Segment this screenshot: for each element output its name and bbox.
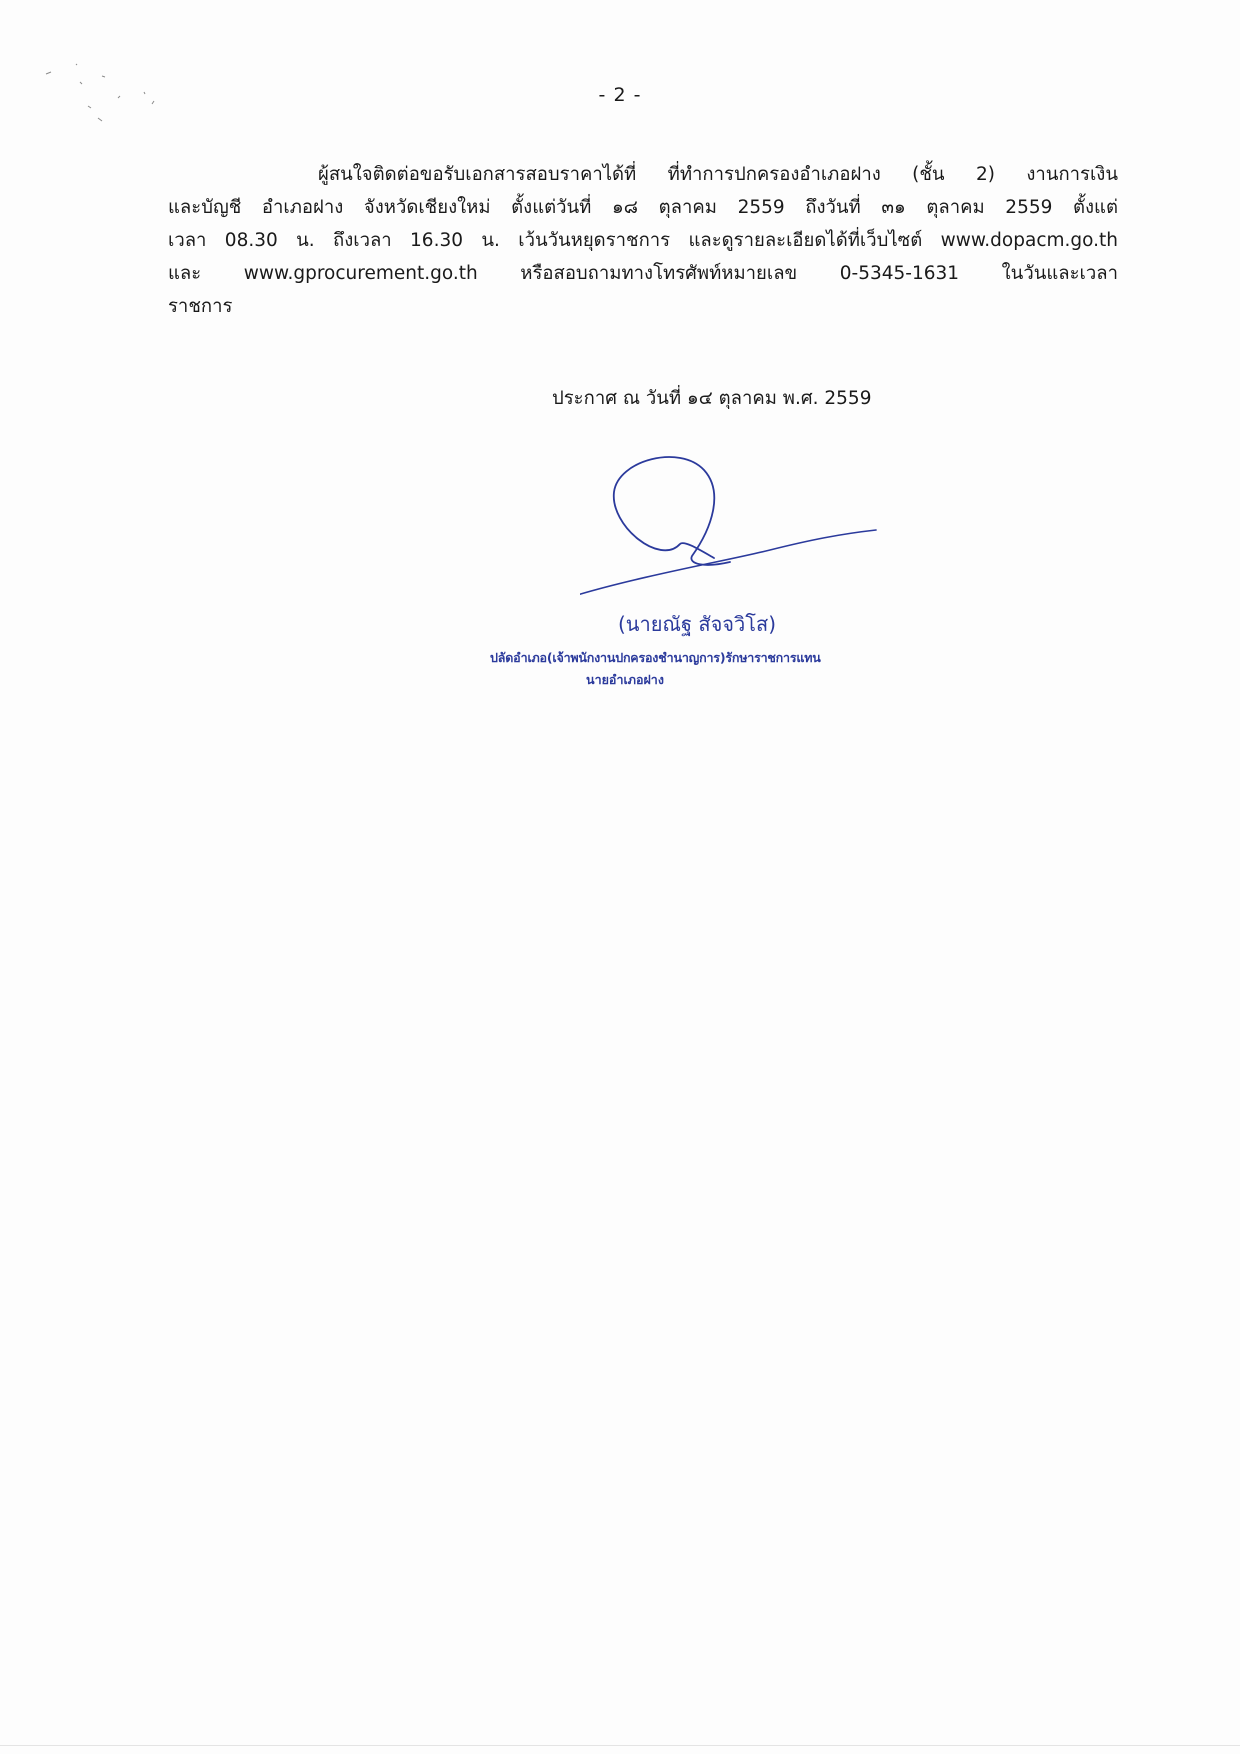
body-line: และ www.gprocurement.go.th หรือสอบถามทางโทรศัพท์หมายเลข 0-5345-1631 ในวันและเวลา — [168, 263, 1118, 284]
announcement-date: ประกาศ ณ วันที่ ๑๔ ตุลาคม พ.ศ. 2559 — [552, 388, 872, 409]
body-line: ผู้สนใจติดต่อขอรับเอกสารสอบราคาได้ที่ ที่ทำการปกครองอำเภอฝาง (ชั้น 2) งานการเงิน — [318, 164, 1118, 185]
body-line: และบัญชี อำเภอฝาง จังหวัดเชียงใหม่ ตั้งแต่วันที่ ๑๘ ตุลาคม 2559 ถึงวันที่ ๓๑ ตุลาคม 2559 ตั้งแต่ — [168, 197, 1118, 218]
signer-name: (นายณัฐ สัจจวิโส) — [618, 612, 776, 636]
scan-edge — [0, 1745, 1240, 1746]
body-line: เวลา 08.30 น. ถึงเวลา 16.30 น. เว้นวันหยุดราชการ และดูรายละเอียดได้ที่เว็บไซต์ www.dopacm.go.th — [168, 230, 1118, 251]
signer-position: ปลัดอำเภอ(เจ้าพนักงานปกครองชำนาญการ)รักษาราชการแทน — [490, 650, 821, 665]
body-line: ราชการ — [168, 296, 233, 317]
handwritten-signature — [580, 448, 880, 608]
body-paragraph — [168, 158, 1118, 323]
page-number: - 2 - — [598, 84, 642, 106]
signer-title: นายอำเภอฝาง — [586, 672, 664, 687]
